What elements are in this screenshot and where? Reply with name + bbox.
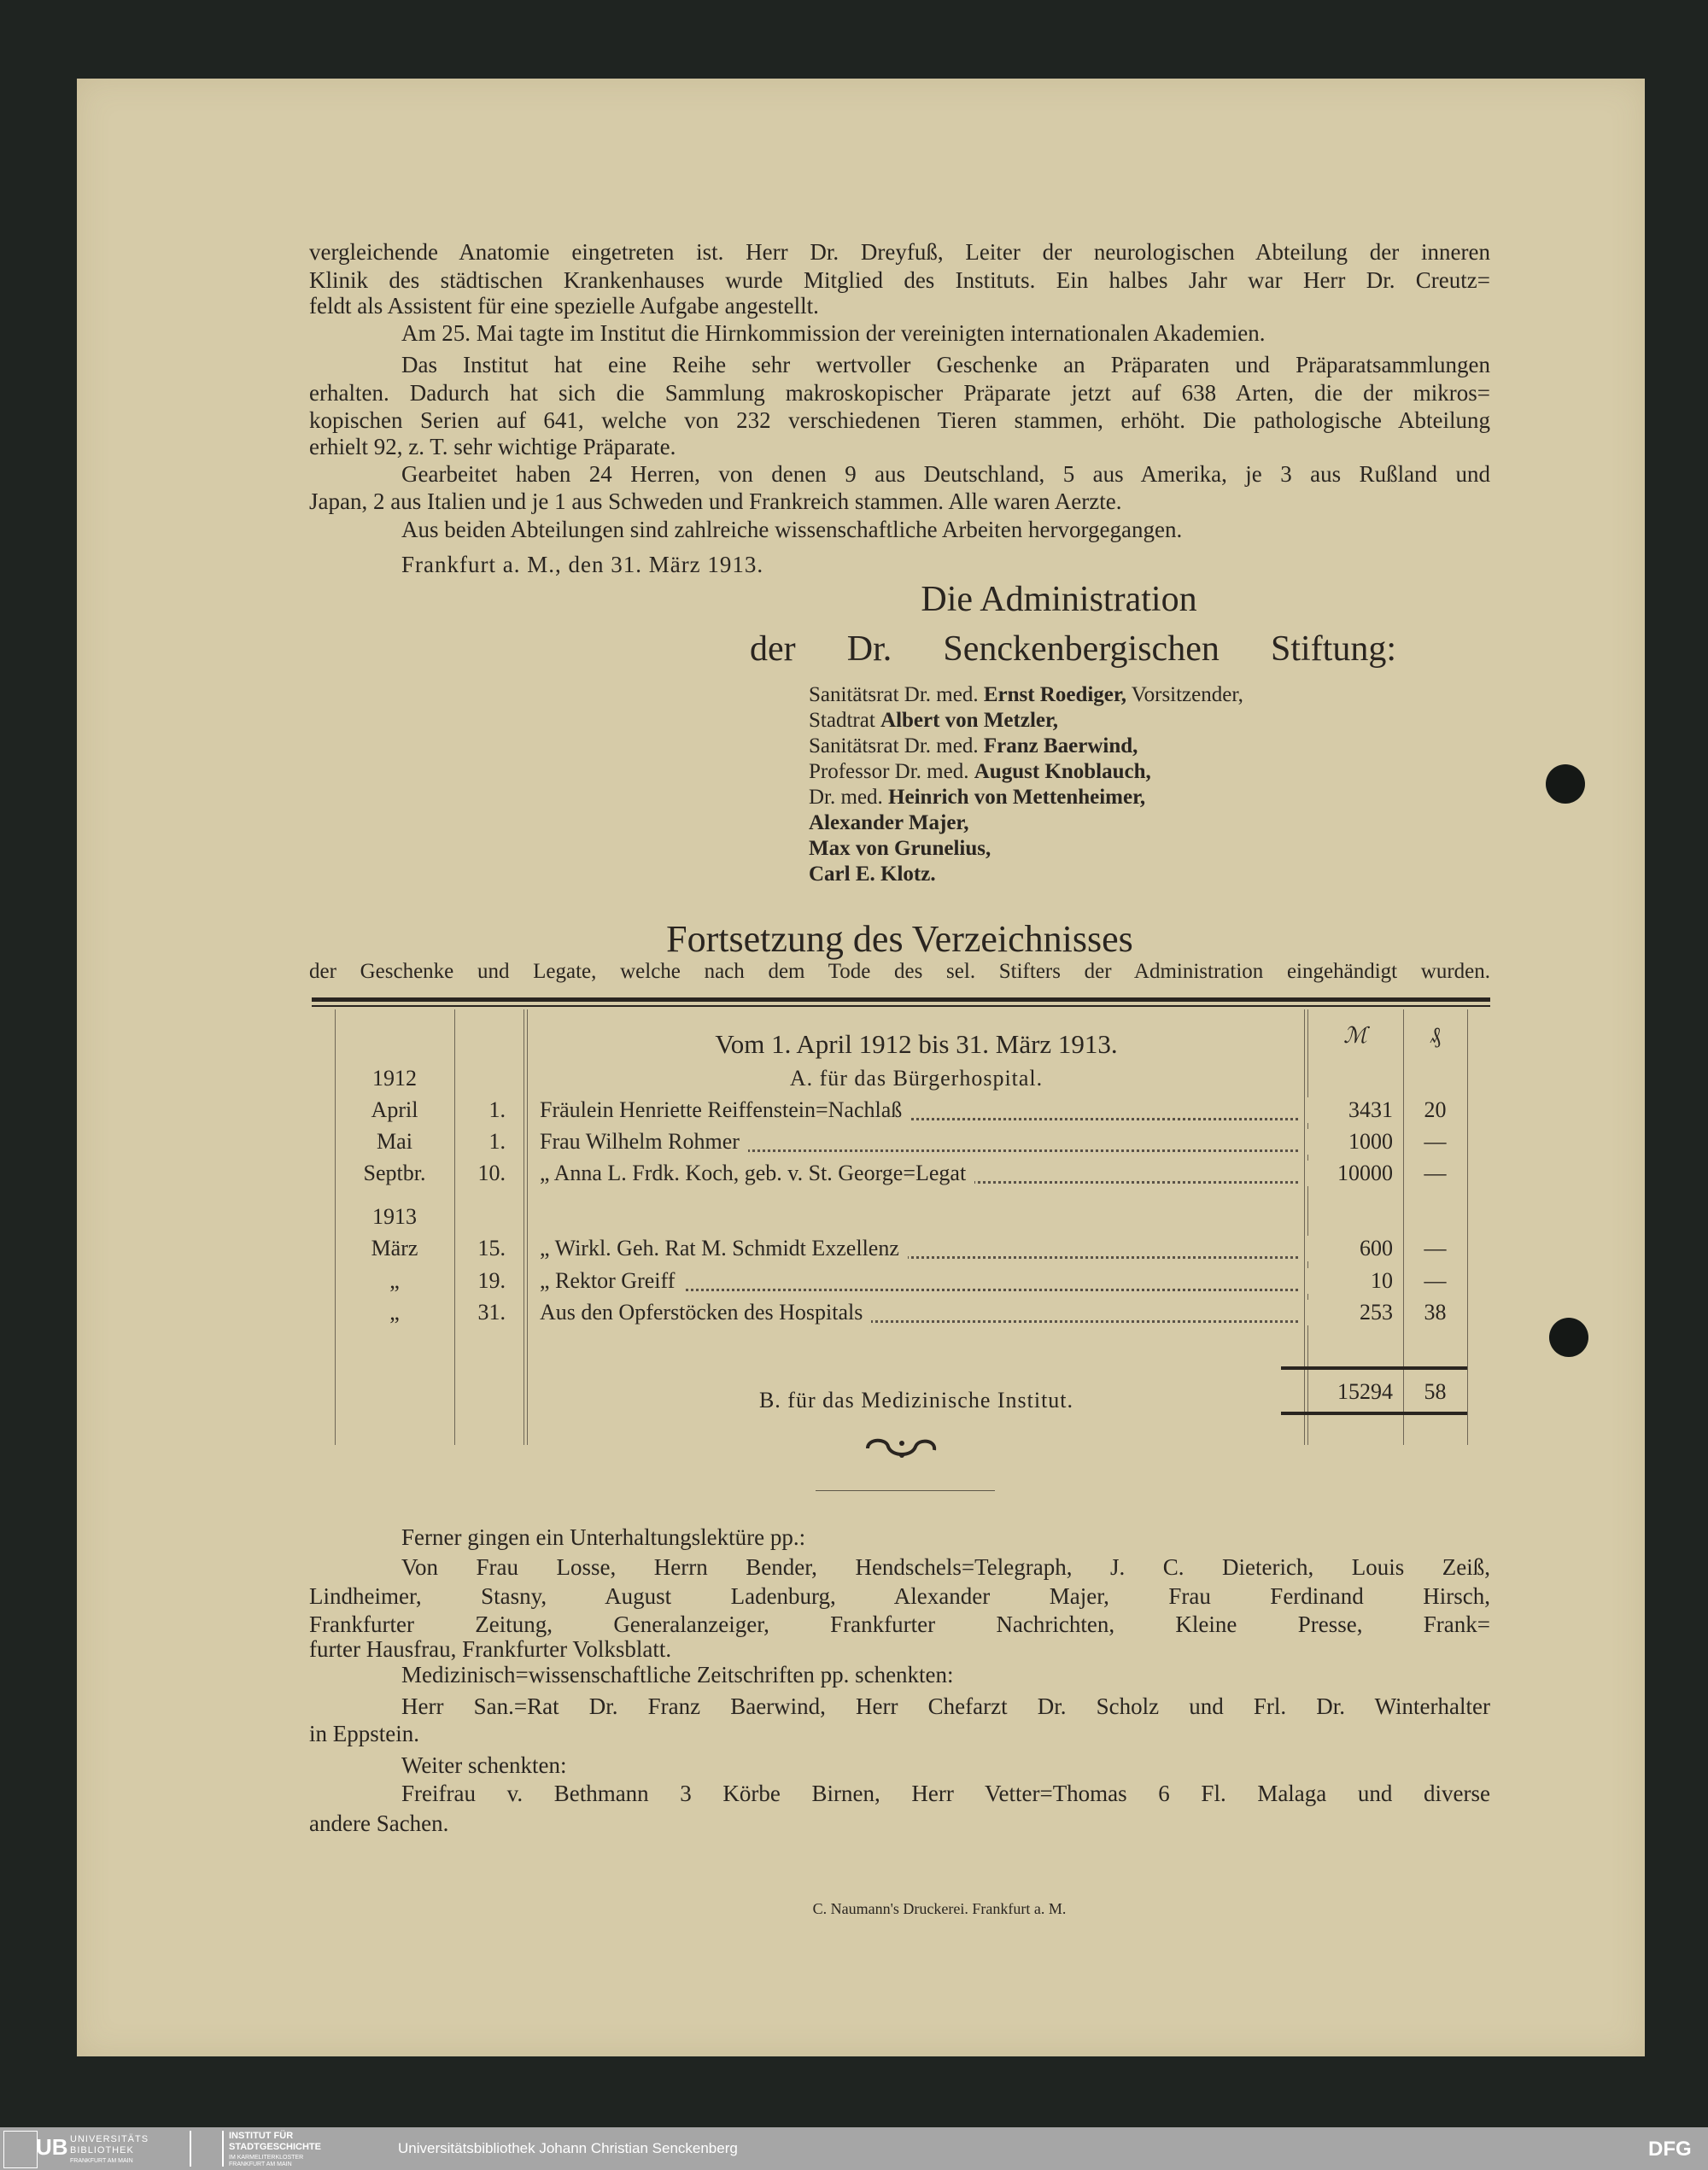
foundation-title: der Dr. Senckenbergischen Stiftung: — [750, 629, 1396, 669]
administration-member — [809, 863, 936, 886]
separator-rule — [816, 1490, 995, 1491]
row-mark: 600 — [1307, 1236, 1393, 1261]
dfg-logo: DFG — [1648, 2138, 1692, 2161]
member-name: Max von Grunelius, — [809, 837, 991, 860]
gifts-line: Freifrau v. Bethmann 3 Körbe Birnen, Herr Vetter=Thomas 6 Fl. Malaga und diverse — [401, 1781, 1490, 1806]
gifts-line: Frankfurter Zeitung, Generalanzeiger, Frankfurter Nachrichten, Kleine Presse, Frank= — [309, 1611, 1490, 1637]
isg-logo-icon — [190, 2131, 224, 2167]
paragraph-line: Gearbeitet haben 24 Herren, von denen 9 aus Deutschland, 5 aus Amerika, je 3 aus Rußland und — [401, 461, 1490, 487]
punch-hole — [1546, 764, 1585, 804]
row-month: Mai — [377, 1129, 412, 1154]
mark-column-header: ℳ — [1343, 1023, 1367, 1048]
footer-bar — [0, 2127, 1708, 2170]
section-b-heading: B. für das Medizinische Institut. — [758, 1388, 1074, 1413]
gifts-line: andere Sachen. — [309, 1810, 449, 1836]
member-name: Carl E. Klotz. — [809, 863, 936, 886]
gifts-line: Medizinisch=wissenschaftliche Zeitschriften pp. schenkten: — [401, 1662, 954, 1687]
paragraph-line: feldt als Assistent für eine spezielle Aufgabe angestellt. — [309, 293, 819, 319]
administration-member — [809, 811, 968, 835]
gifts-line: Ferner gingen ein Unterhaltungslektüre pp.: — [401, 1524, 806, 1550]
row-pfennig: 38 — [1424, 1300, 1447, 1325]
gifts-line: Von Frau Losse, Herrn Bender, Hendschels=Telegraph, J. C. Dieterich, Louis Zeiß, — [401, 1554, 1490, 1580]
member-name: Franz Baerwind, — [983, 734, 1138, 757]
register-title: Fortsetzung des Verzeichnisses — [666, 918, 1133, 960]
punch-hole — [1549, 1318, 1588, 1357]
year-label: 1912 — [372, 1066, 417, 1091]
member-title: Sanitätsrat Dr. med. — [809, 734, 979, 757]
paragraph-line: erhalten. Dadurch hat sich die Sammlung makroskopischer Präparate jetzt auf 638 Arten, die der mikros= — [309, 380, 1490, 406]
member-name: Heinrich von Mettenheimer, — [888, 786, 1146, 809]
row-mark: 3431 — [1307, 1097, 1393, 1123]
row-pfennig: — — [1424, 1129, 1447, 1154]
paragraph-line: Das Institut hat eine Reihe sehr wertvoller Geschenke an Präparaten und Präparatsammlungen — [401, 352, 1490, 377]
member-name: August Knoblauch, — [974, 760, 1151, 783]
column-divider — [454, 1009, 455, 1445]
paragraph-line: kopischen Serien auf 641, welche von 232 verschiedenen Tieren stammen, erhöht. Die pathologische Abteilung — [309, 407, 1490, 433]
ornament-icon — [861, 1435, 942, 1462]
member-title: Sanitätsrat Dr. med. — [809, 683, 979, 706]
ub-name: UNIVERSITÄTS BIBLIOTHEK — [70, 2134, 149, 2155]
isg-title-1: INSTITUT FÜR — [229, 2131, 294, 2141]
gifts-line: in Eppstein. — [309, 1721, 419, 1746]
administration-member — [809, 786, 1145, 810]
row-day: 1. — [488, 1129, 506, 1154]
total-mark: 15294 — [1337, 1379, 1393, 1404]
row-description: Frau Wilhelm Rohmer — [540, 1129, 748, 1155]
member-title: Professor Dr. med. — [809, 760, 969, 783]
row-description: Fräulein Henriette Reiffenstein=Nachlaß — [540, 1097, 910, 1123]
gifts-line: Weiter schenkten: — [401, 1752, 567, 1778]
paragraph-line: Japan, 2 aus Italien und je 1 aus Schweden und Frankreich stammen. Alle waren Aerzte. — [309, 488, 1122, 514]
gifts-line: furter Hausfrau, Frankfurter Volksblatt. — [309, 1636, 672, 1662]
row-mark: 10000 — [1307, 1161, 1393, 1186]
row-pfennig: — — [1424, 1236, 1447, 1260]
row-description: „ Wirkl. Geh. Rat M. Schmidt Exzellenz — [540, 1236, 908, 1261]
date-line: Frankfurt a. M., den 31. März 1913. — [401, 552, 764, 577]
member-title: Stadtrat — [809, 709, 875, 732]
paragraph-line: Am 25. Mai tagte im Institut die Hirnkommission der vereinigten internationalen Akademien. — [401, 320, 1266, 346]
ub-logo-text: UB — [36, 2134, 68, 2160]
register-subtitle: der Geschenke und Legate, welche nach dem Tode des sel. Stifters der Administration eingehändigt wurden. — [309, 960, 1490, 983]
administration-member — [809, 709, 1058, 733]
row-day: 31. — [477, 1300, 506, 1325]
row-day: 19. — [477, 1268, 506, 1293]
row-day: 15. — [477, 1236, 506, 1260]
paragraph-line: erhielt 92, z. T. sehr wichtige Präparate. — [309, 434, 676, 459]
section-a-heading: A. für das Bürgerhospital. — [789, 1066, 1044, 1091]
table-top-rule — [312, 1005, 1490, 1007]
administration-member — [809, 683, 1243, 707]
row-pfennig: — — [1424, 1268, 1447, 1293]
administration-member — [809, 760, 1151, 784]
row-month: „ — [389, 1300, 400, 1325]
ub-logo-icon — [3, 2131, 38, 2168]
total-rule — [1281, 1412, 1467, 1415]
library-name: Universitätsbibliothek Johann Christian Senckenberg — [398, 2140, 738, 2156]
paragraph-line: vergleichende Anatomie eingetreten ist. Herr Dr. Dreyfuß, Leiter der neurologischen Abteilung der inneren — [309, 239, 1490, 265]
row-month: „ — [389, 1268, 400, 1293]
member-name: Ernst Roediger, — [983, 683, 1126, 706]
gifts-line: Lindheimer, Stasny, August Ladenburg, Alexander Majer, Frau Ferdinand Hirsch, — [309, 1583, 1490, 1609]
row-description: „ Rektor Greiff — [540, 1268, 683, 1294]
paragraph-line: Klinik des städtischen Krankenhauses wurde Mitglied des Instituts. Ein halbes Jahr war Herr Dr. Creutz= — [309, 267, 1490, 293]
row-day: 1. — [488, 1097, 506, 1122]
total-rule — [1281, 1366, 1467, 1370]
row-pfennig: — — [1424, 1161, 1447, 1185]
printer-imprint: C. Naumann's Druckerei. Frankfurt a. M. — [812, 1900, 1067, 1917]
member-role: Vorsitzender, — [1131, 683, 1243, 706]
row-month: Septbr. — [363, 1161, 426, 1185]
paragraph-line: Aus beiden Abteilungen sind zahlreiche wissenschaftliche Arbeiten hervorgegangen. — [401, 517, 1183, 542]
member-name: Albert von Metzler, — [880, 709, 1059, 732]
isg-title-2: STADTGESCHICHTE — [229, 2142, 321, 2152]
column-divider — [1467, 1009, 1468, 1445]
isg-subtitle: IM KARMELITERKLOSTER FRANKFURT AM MAIN — [229, 2155, 304, 2167]
row-day: 10. — [477, 1161, 506, 1185]
row-description: Aus den Opferstöcken des Hospitals — [540, 1300, 871, 1325]
total-pfennig: 58 — [1424, 1379, 1447, 1404]
administration-member — [809, 837, 991, 861]
table-top-rule — [312, 997, 1490, 1002]
year-label: 1913 — [372, 1204, 417, 1229]
row-month: März — [371, 1236, 418, 1260]
gifts-line: Herr San.=Rat Dr. Franz Baerwind, Herr Chefarzt Dr. Scholz und Frl. Dr. Winterhalter — [401, 1693, 1490, 1719]
row-description: „ Anna L. Frdk. Koch, geb. v. St. George=Legat — [540, 1161, 974, 1186]
pfennig-column-header: ₰ — [1430, 1023, 1441, 1048]
row-mark: 1000 — [1307, 1129, 1393, 1155]
administration-member — [809, 734, 1138, 758]
row-pfennig: 20 — [1424, 1097, 1447, 1122]
row-mark: 253 — [1307, 1300, 1393, 1325]
row-mark: 10 — [1307, 1268, 1393, 1294]
member-title: Dr. med. — [809, 786, 883, 809]
row-month: April — [371, 1097, 418, 1122]
member-name: Alexander Majer, — [809, 811, 969, 834]
ub-location: FRANKFURT AM MAIN — [70, 2158, 133, 2164]
administration-title: Die Administration — [921, 580, 1197, 619]
period-heading: Vom 1. April 1912 bis 31. März 1913. — [715, 1029, 1118, 1059]
